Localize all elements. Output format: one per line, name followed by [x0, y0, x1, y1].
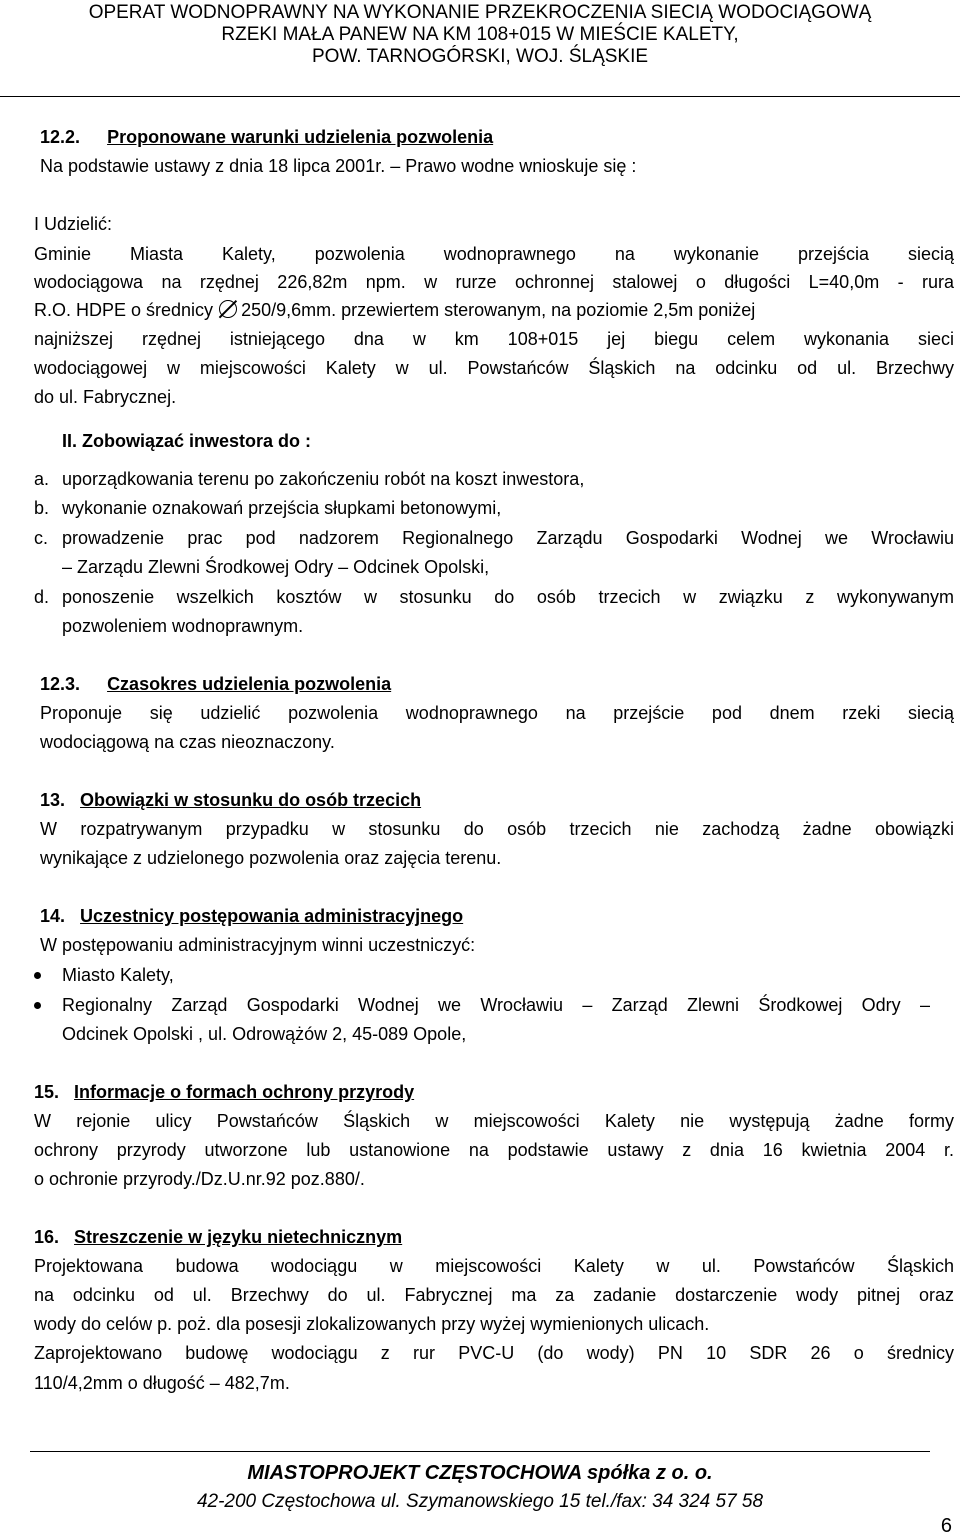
list-item: prowadzenie prac pod nadzorem Regionalnego Zarządu Gospodarki Wodnej we Wrocławiu: [62, 528, 954, 548]
section-number: 15.: [34, 1082, 60, 1102]
paragraph-line: W rozpatrywanym przypadku w stosunku do osób trzecich nie zachodzą żadne obowiązki: [40, 819, 954, 839]
section-title: Obowiązki w stosunku do osób trzecich: [80, 790, 422, 810]
paragraph-fragment: R.O. HDPE o średnicy: [34, 300, 214, 320]
list-item-continuation: Odcinek Opolski , ul. Odrowążów 2, 45-089 Opole,: [62, 1024, 467, 1044]
paragraph-line: wodociągowa na rzędnej 226,82m npm. w rurze ochronnej stalowej o długości L=40,0m - rura: [34, 272, 954, 292]
section-14-heading: [40, 905, 463, 927]
section-title: Informacje o formach ochrony przyrody: [74, 1082, 415, 1102]
section-number: 12.3.: [40, 674, 81, 694]
footer-address: 42-200 Częstochowa ul. Szymanowskiego 15 tel./fax: 34 324 57 58: [196, 1491, 764, 1512]
paragraph-line: 110/4,2mm o długość – 482,7m.: [34, 1373, 290, 1393]
paragraph-fragment: 250/9,6mm. przewiertem sterowanym, na poziomie 2,5m poniżej: [241, 300, 756, 320]
section-number: 16.: [34, 1227, 60, 1247]
paragraph-line: Projektowana budowa wodociągu w miejscowości Kalety w ul. Powstańców Śląskich: [34, 1256, 954, 1276]
intro-text: W postępowaniu administracyjnym winni uczestniczyć:: [40, 935, 476, 955]
paragraph-line: najniższej rzędnej istniejącego dna w km 108+015 jej biegu celem wykonania sieci: [34, 329, 954, 349]
paragraph-line: Gminie Miasta Kalety, pozwolenia wodnoprawnego na wykonanie przejścia siecią: [34, 244, 954, 264]
bullet-icon: [34, 1002, 41, 1009]
paragraph-line: wodociągową na czas nieoznaczony.: [40, 732, 335, 752]
paragraph-line: do ul. Fabrycznej.: [34, 387, 177, 407]
section-13-heading: [40, 789, 421, 811]
list-item-continuation: pozwoleniem wodnoprawnym.: [62, 616, 304, 636]
footer-company: MIASTOPROJEKT CZĘSTOCHOWA spółka z o. o.: [247, 1462, 713, 1484]
list-item: ponoszenie wszelkich kosztów w stosunku do osób trzecich w związku z wykonywanym: [62, 587, 954, 607]
paragraph-line: Proponuje się udzielić pozwolenia wodnoprawnego na przejście pod dnem rzeki siecią: [40, 703, 954, 723]
paragraph-line: wodociągowej w miejscowości Kalety w ul. Powstańców Śląskich na odcinku od ul. Brzechwy: [34, 358, 954, 378]
section-title: Uczestnicy postępowania administracyjnego: [80, 906, 464, 926]
oblige-heading: II. Zobowiązać inwestora do :: [62, 431, 312, 451]
bullet-icon: [34, 972, 41, 979]
list-item-marker: a.: [34, 469, 50, 489]
list-item: Regionalny Zarząd Gospodarki Wodnej we Wrocławiu – Zarząd Zlewni Środkowej Odry –: [62, 995, 930, 1015]
section-number: 14.: [40, 906, 66, 926]
section-12-3-heading: [40, 673, 391, 695]
list-item-marker: b.: [34, 498, 50, 518]
list-item: Miasto Kalety,: [62, 965, 174, 985]
paragraph-line: wody do celów p. poż. dla posesji zlokalizowanych przy wyżej wymienionych ulicach.: [34, 1314, 710, 1334]
grant-heading: I Udzielić:: [34, 214, 113, 234]
footer-divider: [30, 1451, 930, 1452]
paragraph-line: na odcinku od ul. Brzechwy do ul. Fabrycznej ma za zadanie dostarczenie wody pitnej oraz: [34, 1285, 954, 1305]
paragraph-line: W rejonie ulicy Powstańców Śląskich w miejscowości Kalety nie występują żadne formy: [34, 1111, 954, 1131]
diameter-symbol-icon: [219, 300, 237, 318]
paragraph-line: wynikające z udzielonego pozwolenia oraz zajęcia terenu.: [40, 848, 502, 868]
paragraph-line: o ochronie przyrody./Dz.U.nr.92 poz.880/.: [34, 1169, 365, 1189]
section-15-heading: [34, 1081, 414, 1103]
section-title: Proponowane warunki udzielenia pozwolenia: [107, 127, 494, 147]
intro-text: Na podstawie ustawy z dnia 18 lipca 2001r. – Prawo wodne wnioskuje się :: [40, 156, 637, 176]
section-title: Streszczenie w języku nietechnicznym: [74, 1227, 403, 1247]
list-item-marker: c.: [34, 528, 49, 548]
list-item-marker: d.: [34, 587, 50, 607]
section-title: Czasokres udzielenia pozwolenia: [107, 674, 392, 694]
paragraph-line: ochrony przyrody utworzone lub ustanowione na podstawie ustawy z dnia 16 kwietnia 2004 r.: [34, 1140, 954, 1160]
header-line-3: POW. TARNOGÓRSKI, WOJ. ŚLĄSKIE: [311, 46, 649, 67]
section-12-2-heading: [40, 126, 493, 148]
paragraph-line: Zaprojektowano budowę wodociągu z rur PVC-U (do wody) PN 10 SDR 26 o średnicy: [34, 1343, 954, 1363]
section-number: 12.2.: [40, 127, 81, 147]
list-item: uporządkowania terenu po zakończeniu robót na koszt inwestora,: [62, 469, 585, 489]
page-number: 6: [940, 1515, 952, 1537]
header-line-1: OPERAT WODNOPRAWNY NA WYKONANIE PRZEKROCZENIA SIECIĄ WODOCIĄGOWĄ: [88, 2, 872, 23]
section-number: 13.: [40, 790, 66, 810]
section-16-heading: [34, 1226, 402, 1248]
list-item-continuation: – Zarządu Zlewni Środkowej Odry – Odcinek Opolski,: [62, 557, 490, 577]
paragraph-line-diameter: [34, 299, 954, 321]
list-item: wykonanie oznakowań przejścia słupkami betonowymi,: [62, 498, 502, 518]
header-line-2: RZEKI MAŁA PANEW NA KM 108+015 W MIEŚCIE KALETY,: [221, 24, 739, 45]
header-divider: [0, 96, 960, 97]
